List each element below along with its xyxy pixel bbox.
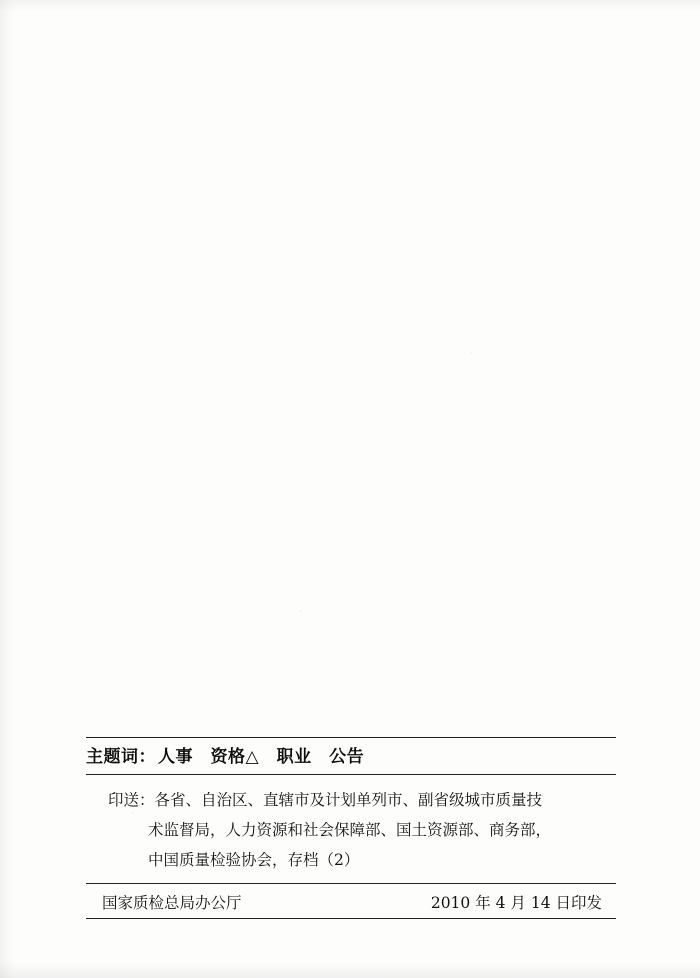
dispatch-line: 中国质量检验协会，存档（2） bbox=[148, 851, 360, 869]
issue-date: 2010 年 4 月 14 日印发 bbox=[430, 894, 602, 912]
subject-keywords-terms: 人事 资格△ 职业 公告 bbox=[158, 747, 365, 767]
issuer-name: 国家质检总局办公厅 bbox=[102, 894, 242, 912]
document-footer-block bbox=[86, 737, 616, 919]
scan-edge-left bbox=[0, 0, 14, 978]
subject-keywords-label: 主题词： bbox=[86, 747, 156, 767]
subject-keywords-row bbox=[86, 738, 616, 774]
dispatch-list bbox=[86, 775, 616, 883]
document-body-blank bbox=[86, 60, 614, 740]
scan-edge-bottom bbox=[0, 962, 700, 978]
footer-bottom-rule bbox=[86, 918, 616, 919]
issuer-row bbox=[86, 884, 616, 918]
dispatch-line: 印送：各省、自治区、直辖市及计划单列市、副省级城市质量技 bbox=[108, 791, 543, 809]
dispatch-line: 术监督局，人力资源和社会保障部、国土资源部、商务部， bbox=[148, 821, 552, 839]
scan-edge-top bbox=[0, 0, 700, 12]
